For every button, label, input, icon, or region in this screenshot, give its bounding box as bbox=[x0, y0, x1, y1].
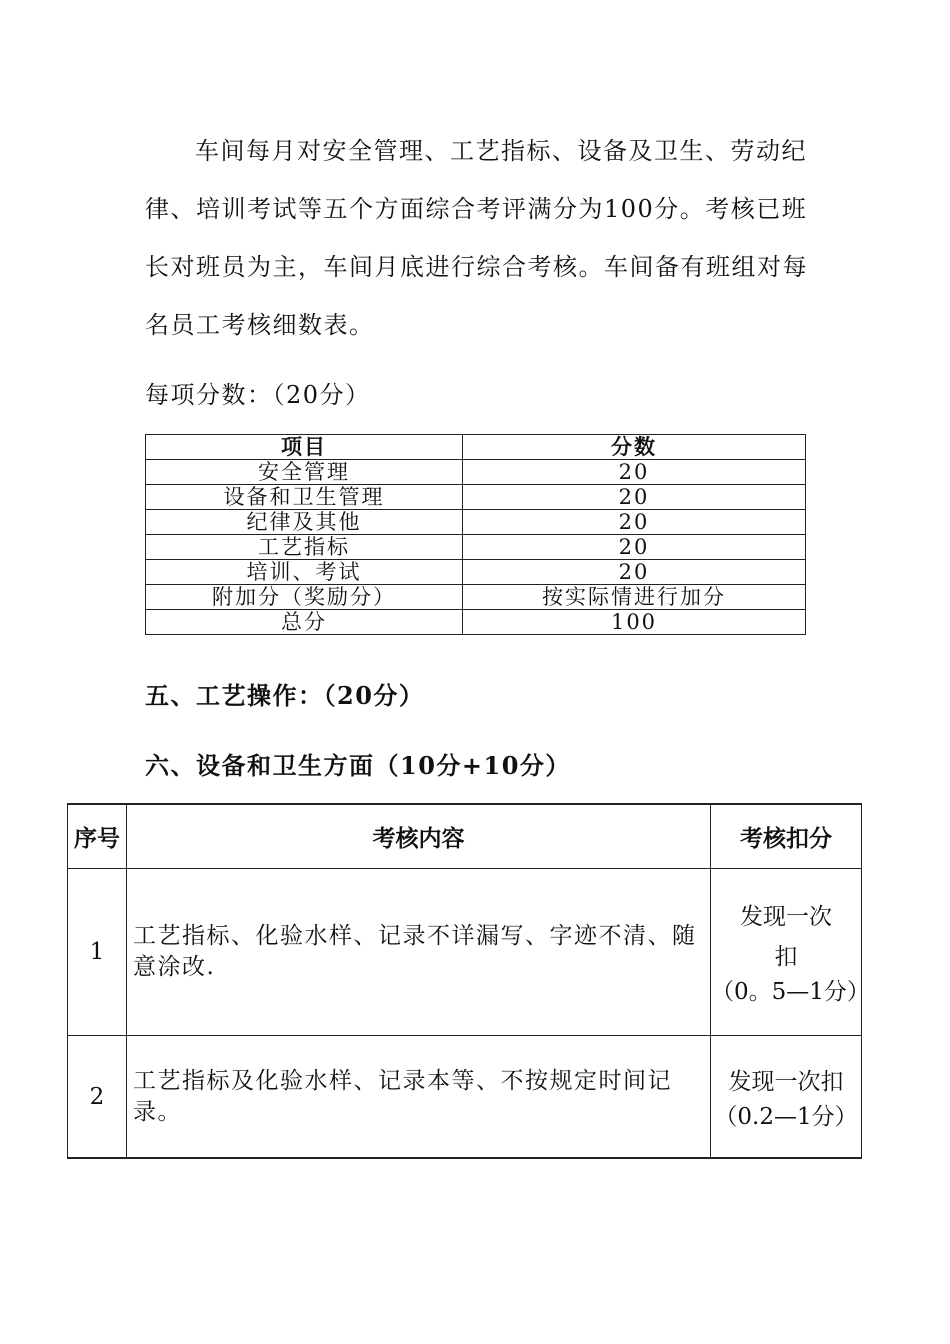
table-row bbox=[146, 510, 806, 535]
table-row bbox=[146, 585, 806, 610]
deduct-line: （0。5—1分） bbox=[711, 979, 870, 1005]
table-row bbox=[146, 535, 806, 560]
row-item: 设备和卫生管理 bbox=[146, 485, 463, 510]
per-item-score: 每项分数：（20分） bbox=[145, 381, 371, 409]
row-index: 2 bbox=[68, 1036, 127, 1159]
row-score: 20 bbox=[463, 485, 806, 510]
row-score: 20 bbox=[463, 510, 806, 535]
row-content: 工艺指标及化验水样、记录本等、不按规定时间记录。 bbox=[127, 1036, 711, 1159]
intro-paragraph: 车间每月对安全管理、工艺指标、设备及卫生、劳动纪律、培训考试等五个方面综合考评满分为100分。考核已班长对班员为主，车间月底进行综合考核。车间备有班组对每名员工考核细数表。 bbox=[145, 137, 808, 339]
deduct-line: 发现一次扣 bbox=[728, 1068, 844, 1095]
row-score: 按实际情进行加分 bbox=[463, 585, 806, 610]
section-six-heading: 六、设备和卫生方面（10分+10分） bbox=[145, 751, 571, 780]
assessment-table bbox=[67, 803, 870, 1159]
table-row bbox=[146, 460, 806, 485]
row-deduct bbox=[711, 869, 870, 1036]
header-score: 分数 bbox=[463, 435, 806, 460]
row-item: 纪律及其他 bbox=[146, 510, 463, 535]
row-deduct bbox=[711, 1036, 862, 1159]
row-score: 20 bbox=[463, 560, 806, 585]
header-index: 序号 bbox=[68, 804, 127, 869]
row-item: 工艺指标 bbox=[146, 535, 463, 560]
row-score: 20 bbox=[463, 535, 806, 560]
table-row bbox=[68, 1036, 862, 1159]
header-item: 项目 bbox=[146, 435, 463, 460]
row-score: 20 bbox=[463, 460, 806, 485]
deduct-line: 发现一次 bbox=[740, 904, 832, 930]
deduct-line: （0.2—1分） bbox=[714, 1103, 858, 1130]
row-score: 100 bbox=[463, 610, 806, 635]
deduct-line: 扣 bbox=[774, 944, 798, 970]
row-item: 培训、考试 bbox=[146, 560, 463, 585]
row-content: 工艺指标、化验水样、记录不详漏写、字迹不清、随意涂改. bbox=[127, 869, 711, 1036]
section-five-heading: 五、工艺操作：（20分） bbox=[145, 681, 425, 710]
table-row bbox=[146, 560, 806, 585]
row-index: 1 bbox=[68, 869, 127, 1036]
row-item: 附加分（奖励分） bbox=[146, 585, 463, 610]
score-table bbox=[145, 434, 806, 635]
table-row bbox=[68, 869, 862, 1036]
table-row bbox=[146, 610, 806, 635]
row-item: 总分 bbox=[146, 610, 463, 635]
header-deduct: 考核扣分 bbox=[711, 804, 862, 869]
header-content: 考核内容 bbox=[127, 804, 711, 869]
row-item: 安全管理 bbox=[146, 460, 463, 485]
table-row bbox=[146, 485, 806, 510]
